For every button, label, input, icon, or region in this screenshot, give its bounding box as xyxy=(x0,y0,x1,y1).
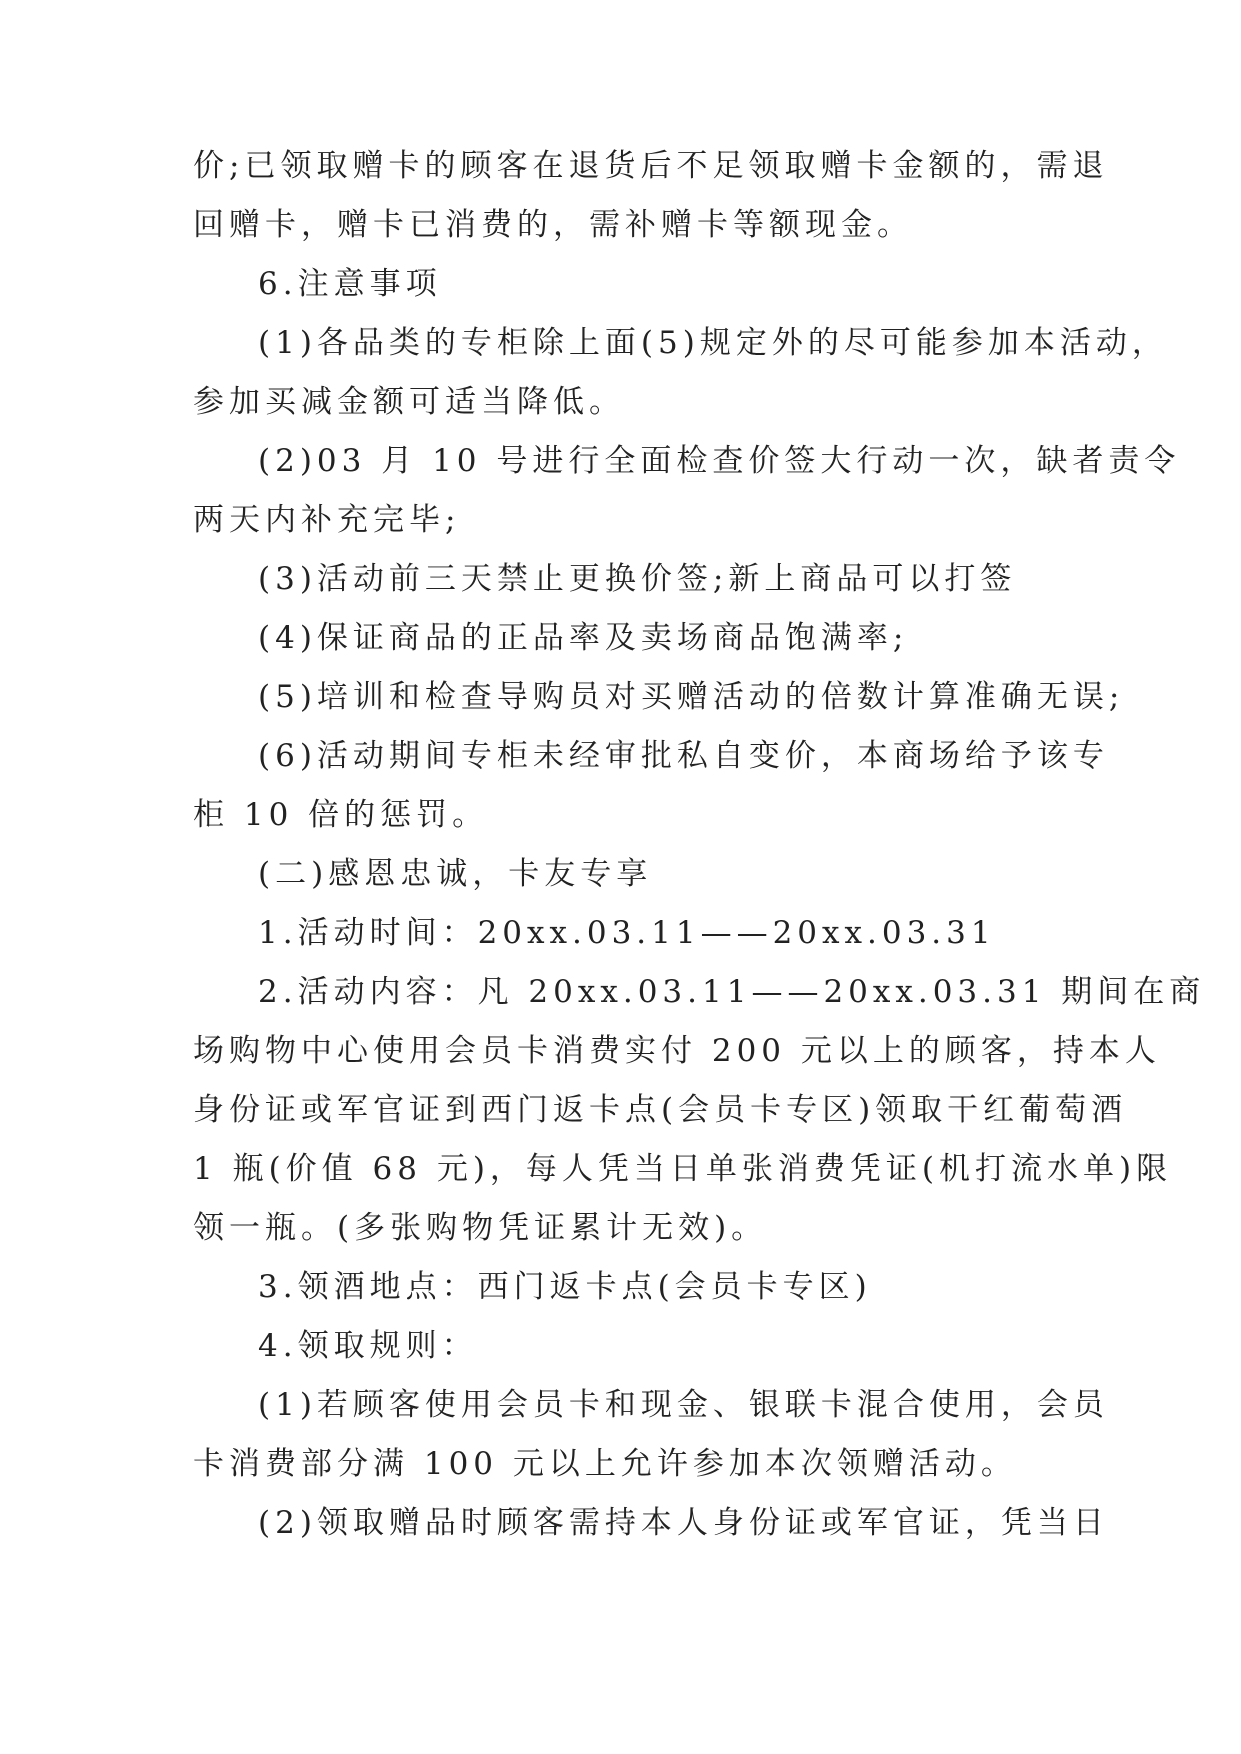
text-line-15: 2.活动内容：凡 20xx.03.11——20xx.03.31 期间在商 xyxy=(258,974,1206,1010)
text-line-4: (1)各品类的专柜除上面(5)规定外的尽可能参加本活动， xyxy=(258,325,1168,361)
text-line-5: 参加买减金额可适当降低。 xyxy=(193,384,625,420)
text-line-18: 1 瓶(价值 68 元)，每人凭当日单张消费凭证(机打流水单)限 xyxy=(193,1151,1173,1187)
text-line-16: 场购物中心使用会员卡消费实付 200 元以上的顾客，持本人 xyxy=(193,1033,1161,1069)
text-line-23: 卡消费部分满 100 元以上允许参加本次领赠活动。 xyxy=(193,1446,1017,1482)
text-line-11: (6)活动期间专柜未经审批私自变价，本商场给予该专 xyxy=(258,738,1109,774)
text-line-24: (2)领取赠品时顾客需持本人身份证或军官证，凭当日 xyxy=(258,1505,1109,1541)
text-line-6: (2)03 月 10 号进行全面检查价签大行动一次，缺者责令 xyxy=(258,443,1181,479)
section-heading-loyalty: (二)感恩忠诚，卡友专享 xyxy=(258,856,653,892)
text-line-20: 3.领酒地点：西门返卡点(会员卡专区) xyxy=(258,1269,872,1305)
text-line-17: 身份证或军官证到西门返卡点(会员卡专区)领取干红葡萄酒 xyxy=(193,1092,1128,1128)
text-line-1: 价;已领取赠卡的顾客在退货后不足领取赠卡金额的，需退 xyxy=(193,148,1109,184)
text-line-9: (4)保证商品的正品率及卖场商品饱满率; xyxy=(258,620,909,656)
text-line-8: (3)活动前三天禁止更换价签;新上商品可以打签 xyxy=(258,561,1017,597)
section-heading-notes: 6.注意事项 xyxy=(258,266,442,302)
text-line-19: 领一瓶。(多张购物凭证累计无效)。 xyxy=(193,1210,768,1246)
text-line-12: 柜 10 倍的惩罚。 xyxy=(193,797,489,833)
text-line-22: (1)若顾客使用会员卡和现金、银联卡混合使用，会员 xyxy=(258,1387,1109,1423)
text-line-7: 两天内补充完毕; xyxy=(193,502,461,538)
text-line-21: 4.领取规则： xyxy=(258,1328,478,1364)
text-line-10: (5)培训和检查导购员对买赠活动的倍数计算准确无误; xyxy=(258,679,1125,715)
text-line-2: 回赠卡，赠卡已消费的，需补赠卡等额现金。 xyxy=(193,207,913,243)
text-line-14: 1.活动时间：20xx.03.11——20xx.03.31 xyxy=(258,915,996,951)
